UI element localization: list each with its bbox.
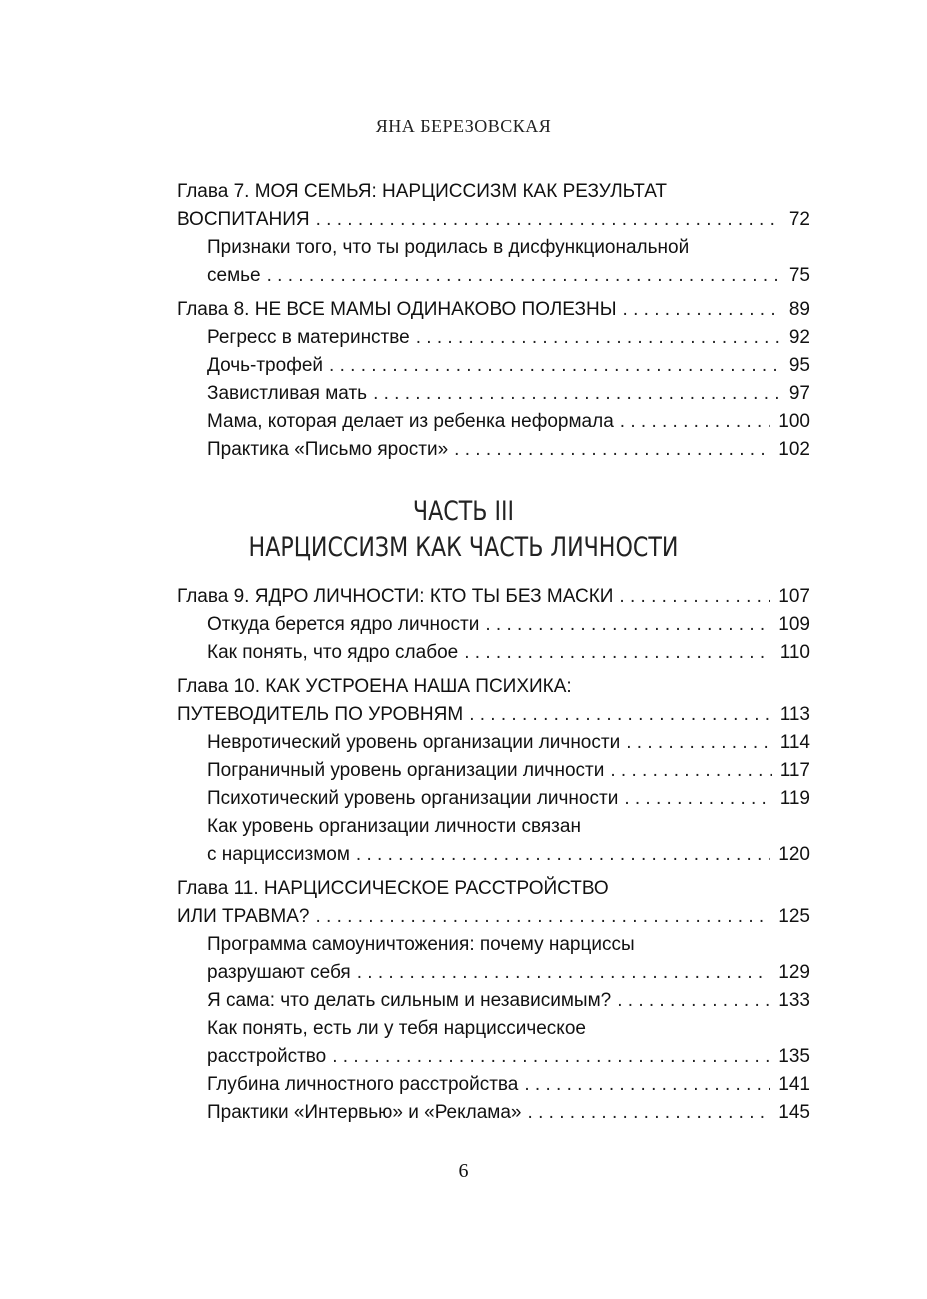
leader-dots [623, 296, 781, 324]
leader-dots [626, 729, 772, 757]
toc-subsection [177, 1015, 810, 1071]
page-number: 117 [779, 760, 810, 781]
page-number: 92 [788, 327, 810, 348]
page-number: 114 [779, 732, 810, 753]
toc-chapter-9 [177, 583, 810, 667]
chapter-title-line: Глава 11. НАРЦИССИЧЕСКОЕ РАССТРОЙСТВО [177, 878, 609, 899]
leader-dots [619, 583, 770, 611]
subsection-title-line [207, 841, 810, 869]
chapter-title-line [177, 701, 810, 729]
page-folio: 6 [458, 1160, 469, 1182]
subsection-title-text: семье [207, 265, 261, 286]
subsection-title-line: Программа самоуничтожения: почему нарциссы [207, 934, 635, 955]
subsection-title-text: Практика «Письмо ярости» [207, 439, 449, 460]
leader-dots [315, 903, 770, 931]
page-number: 95 [788, 355, 810, 376]
leader-dots [617, 987, 770, 1015]
leader-dots [332, 1043, 770, 1071]
subsection-title-text: Как понять, что ядро слабое [207, 642, 459, 663]
toc-subsection [177, 324, 810, 352]
toc-section-part3 [177, 583, 810, 1133]
toc-chapter-8 [177, 296, 810, 464]
subsection-title-text: Невротический уровень организации личности [207, 732, 621, 753]
chapter-title-text: Глава 9. ЯДРО ЛИЧНОСТИ: КТО ТЫ БЕЗ МАСКИ [177, 586, 614, 607]
subsection-title-text: Дочь-трофей [207, 355, 324, 376]
leader-dots [356, 841, 770, 869]
subsection-title-text: Психотический уровень организации личности [207, 788, 619, 809]
leader-dots [528, 1099, 771, 1127]
leader-dots [524, 1071, 770, 1099]
subsection-title-text: Завистливая мать [207, 383, 368, 404]
page-number: 75 [788, 265, 810, 286]
running-head: ЯНА БЕРЕЗОВСКАЯ [375, 116, 552, 136]
subsection-title-line: Признаки того, что ты родилась в дисфункциональной [207, 237, 690, 258]
subsection-title-line [207, 262, 810, 290]
leader-dots [357, 959, 771, 987]
leader-dots [624, 785, 771, 813]
page-number: 119 [779, 788, 810, 809]
subsection-title-text: Практики «Интервью» и «Реклама» [207, 1102, 522, 1123]
subsection-title-text: Регресс в материнстве [207, 327, 410, 348]
toc-subsection [177, 931, 810, 987]
toc-subsection [177, 436, 810, 464]
subsection-title-line: Как понять, есть ли у тебя нарциссическое [207, 1018, 586, 1039]
chapter-title-line [177, 903, 810, 931]
toc-subsection [177, 1099, 810, 1127]
part-label: ЧАСТЬ III [412, 496, 515, 527]
page-number: 109 [778, 614, 810, 635]
page-number: 125 [778, 906, 810, 927]
toc-subsection [177, 639, 810, 667]
leader-dots [469, 701, 772, 729]
leader-dots [267, 262, 781, 290]
toc-subsection [177, 380, 810, 408]
page-number: 145 [778, 1102, 810, 1123]
toc-subsection [177, 611, 810, 639]
leader-dots [416, 324, 781, 352]
leader-dots [485, 611, 770, 639]
page-number: 141 [778, 1074, 810, 1095]
part-heading [83, 494, 843, 566]
toc-subsection [177, 813, 810, 869]
toc-subsection [177, 987, 810, 1015]
page-number: 113 [779, 704, 810, 725]
toc-section-part2 [177, 178, 810, 470]
subsection-title-line [207, 1043, 810, 1071]
leader-dots [329, 352, 781, 380]
leader-dots [610, 757, 771, 785]
page-number: 100 [778, 411, 810, 432]
page-number: 102 [778, 439, 810, 460]
page-number: 97 [788, 383, 810, 404]
toc-subsection [177, 1071, 810, 1099]
page-number: 89 [788, 299, 810, 320]
page-number: 129 [778, 962, 810, 983]
leader-dots [620, 408, 771, 436]
chapter-title-line [177, 296, 810, 324]
page-number: 135 [778, 1046, 810, 1067]
page-number: 72 [788, 209, 810, 230]
toc-chapter-11 [177, 875, 810, 1127]
toc-subsection [177, 234, 810, 290]
subsection-title-text: Глубина личностного расстройства [207, 1074, 519, 1095]
leader-dots [464, 639, 771, 667]
chapter-title-line [177, 583, 810, 611]
chapter-title-line [177, 206, 810, 234]
leader-dots [454, 436, 770, 464]
page-number: 107 [778, 586, 810, 607]
subsection-title-text: с нарциссизмом [207, 844, 350, 865]
toc-subsection [177, 729, 810, 757]
leader-dots [373, 380, 781, 408]
subsection-title-text: расстройство [207, 1046, 327, 1067]
page-number: 110 [779, 642, 810, 663]
chapter-title-line: Глава 10. КАК УСТРОЕНА НАША ПСИХИКА: [177, 676, 572, 697]
subsection-title-text: Мама, которая делает из ребенка неформала [207, 411, 614, 432]
toc-subsection [177, 757, 810, 785]
chapter-title-text: ВОСПИТАНИЯ [177, 209, 310, 230]
subsection-title-line [207, 959, 810, 987]
toc-subsection [177, 785, 810, 813]
subsection-title-line: Как уровень организации личности связан [207, 816, 581, 837]
chapter-title-text: Глава 8. НЕ ВСЕ МАМЫ ОДИНАКОВО ПОЛЕЗНЫ [177, 299, 617, 320]
toc-subsection [177, 352, 810, 380]
subsection-title-text: Откуда берется ядро личности [207, 614, 480, 635]
toc-chapter-7 [177, 178, 810, 290]
leader-dots [316, 206, 781, 234]
part-title: НАРЦИССИЗМ КАК ЧАСТЬ ЛИЧНОСТИ [248, 532, 679, 563]
chapter-title-text: ИЛИ ТРАВМА? [177, 906, 310, 927]
subsection-title-text: Я сама: что делать сильным и независимым? [207, 990, 612, 1011]
toc-subsection [177, 408, 810, 436]
page-number: 133 [778, 990, 810, 1011]
chapter-title-text: ПУТЕВОДИТЕЛЬ ПО УРОВНЯМ [177, 704, 464, 725]
chapter-title-line: Глава 7. МОЯ СЕМЬЯ: НАРЦИССИЗМ КАК РЕЗУЛЬТАТ [177, 181, 668, 202]
toc-chapter-10 [177, 673, 810, 869]
subsection-title-text: Пограничный уровень организации личности [207, 760, 605, 781]
subsection-title-text: разрушают себя [207, 962, 351, 983]
page-number: 120 [778, 844, 810, 865]
